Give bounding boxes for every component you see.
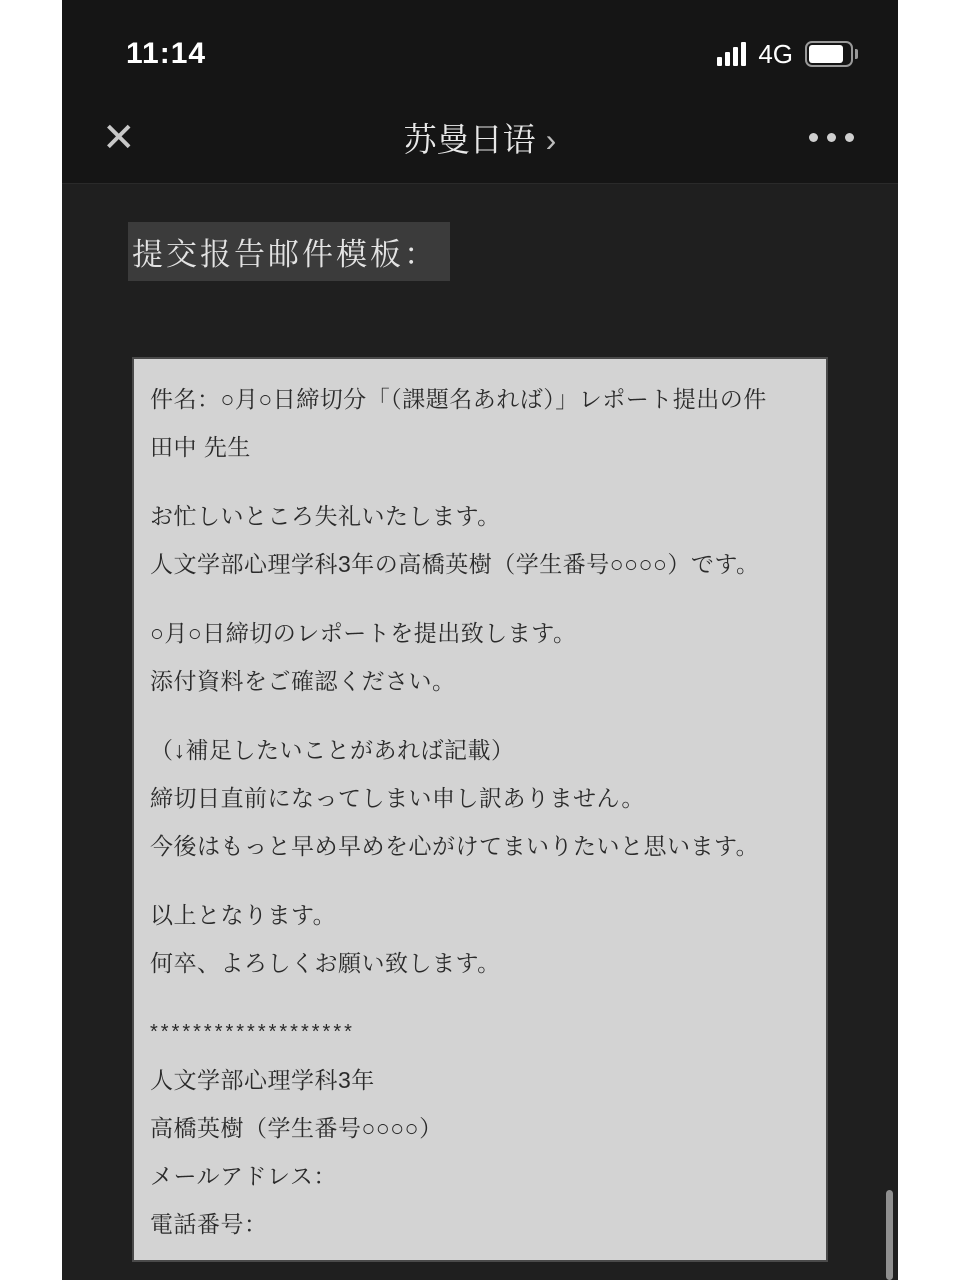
phone-screen [62,0,898,1280]
email-line: お忙しいところ失礼いたします。 [150,503,501,529]
email-line-signature: メールアドレス： [150,1163,337,1189]
article-body [62,184,898,1280]
email-line-subject: 件名：○月○日締切分「（課題名あれば）」レポート提出の件 [150,386,767,412]
email-line-separator: ******************* [150,1021,355,1043]
network-type-label: 4G [758,38,793,69]
email-line-signature: 人文学部心理学科3年 [150,1067,375,1093]
email-line-signature: 電話番号： [150,1211,268,1237]
email-line: 締切日直前になってしまい申し訳ありません。 [150,785,645,811]
signal-strength-icon [717,42,746,66]
account-title-link[interactable] [192,114,768,161]
status-bar [62,0,898,92]
clock: 11:14 [126,37,207,70]
email-line: 以上となります。 [150,902,337,928]
email-line: 今後はもっと早め早めを心がけてまいりたいと思います。 [150,833,760,859]
close-icon[interactable]: ✕ [102,115,136,160]
email-line: 添付資料をご確認ください。 [150,668,456,694]
chevron-right-icon: › [545,122,557,158]
status-icons [717,39,858,70]
nav-bar [62,92,898,184]
article-heading: 提交报告邮件模板： [128,222,450,281]
email-line: ○月○日締切のレポートを提出致します。 [150,620,577,646]
battery-icon [805,41,858,67]
scrollbar-thumb[interactable] [886,1190,893,1280]
email-template-card [132,357,828,1262]
email-line: 何卒、よろしくお願い致します。 [150,950,501,976]
email-line: （↓補足したいことがあれば記載） [150,737,515,763]
email-line: 田中 先生 [150,434,251,460]
email-line-signature: 高橋英樹（学生番号○○○○） [150,1115,443,1141]
more-menu-icon[interactable] [809,133,854,142]
page-title: 苏曼日语 [403,121,536,158]
email-line: 人文学部心理学科3年の高橋英樹（学生番号○○○○）です。 [150,551,760,577]
